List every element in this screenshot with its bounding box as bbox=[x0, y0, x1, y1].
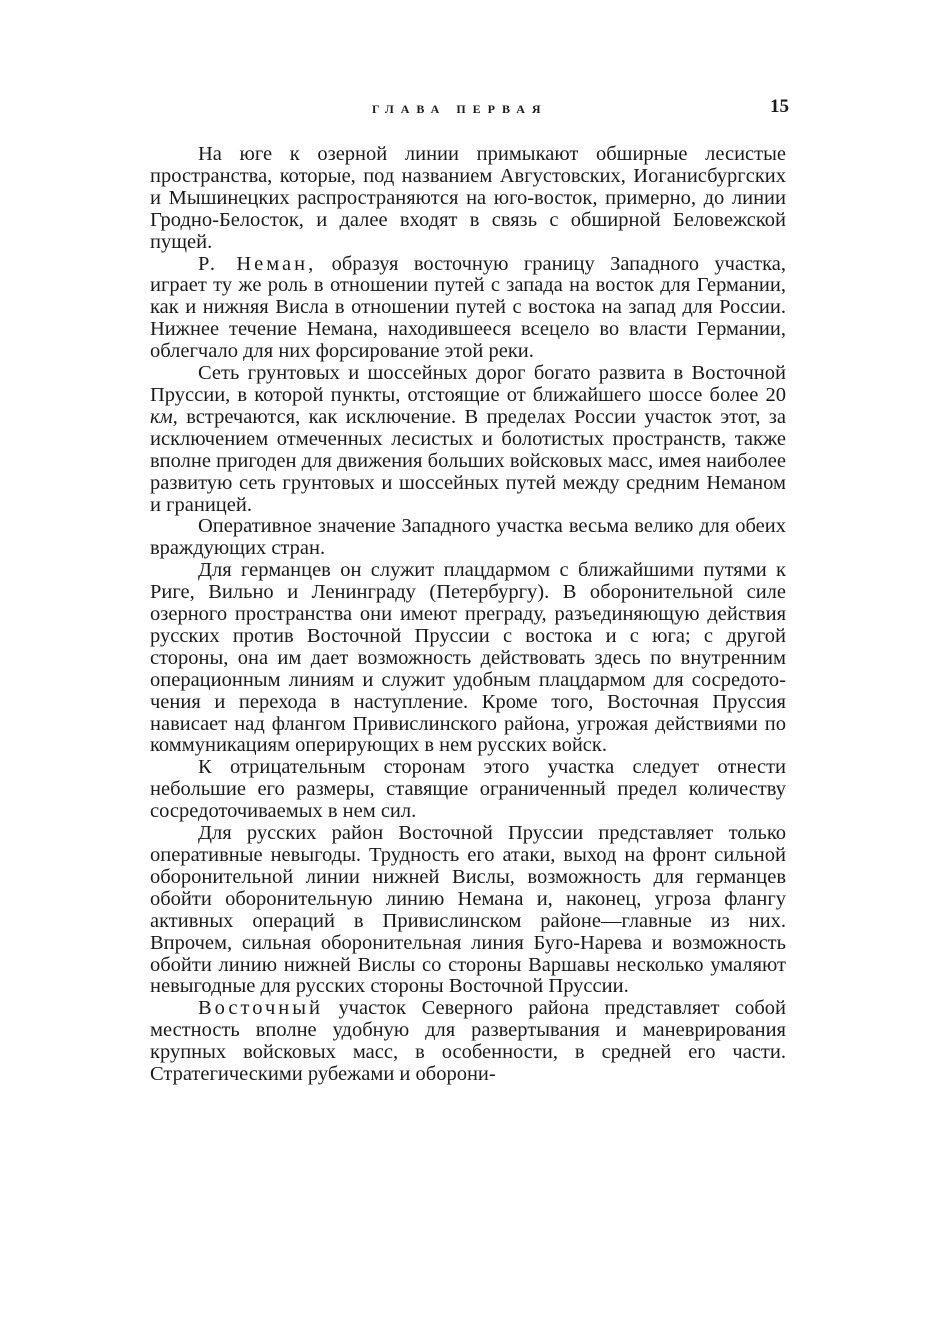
paragraph-3-text-after: встречаются, как исключение. В пределах России участок этот, за исключением отмеченных лесистых и болотистых пространств, также вполне пригоден для движения больших войсковых масс, имея наиболее развитую сеть грунтовых и шоссейных путей между средним Неманом и границей. bbox=[150, 405, 786, 516]
paragraph-7 bbox=[150, 823, 786, 998]
paragraph-4-text: Оперативное значение Западного участка весьма велико для обеих враждующих стран. bbox=[150, 515, 786, 560]
paragraph-8-lead: Восточный bbox=[198, 997, 323, 1020]
running-head: ГЛАВА ПЕРВАЯ bbox=[372, 102, 548, 116]
paragraph-2-text: образуя восточную границу Западного участка, играет ту же роль в отношении путей с запада на восток для Германии, как и нижняя Висла в отношении путей с востока на запад для России. Нижнее течение Немана, находившееся всецело во власти Германии, облегчало для них форсирование этой реки. bbox=[150, 252, 786, 363]
paragraph-3 bbox=[150, 363, 786, 516]
paragraph-1 bbox=[150, 144, 786, 254]
paragraph-8 bbox=[150, 998, 786, 1086]
paragraph-1-text: На юге к озерной линии примыкают обширные лесистые пространства, которые, под названием Августовских, Иоганисбургских и Мышинецких распространяются на юго-восток, примерно, до линии Гродно-Белосток, и далее входят в связь с обширной Беловежской пущей. bbox=[150, 143, 786, 253]
paragraph-5 bbox=[150, 560, 786, 757]
paragraph-4 bbox=[150, 516, 786, 560]
body-text bbox=[150, 144, 786, 1086]
paragraph-8-text: участок Северного района представляет собой местность вполне удобную для развертывания и маневрирования крупных войсковых масс, в особенности, в средней его части. Стратегическими рубежами и оборони- bbox=[150, 997, 786, 1086]
page-header bbox=[0, 96, 936, 126]
paragraph-7-text: Для русских район Восточной Пруссии представляет только оперативные невыгоды. Трудность его атаки, выход на фронт сильной оборонительной линии нижней Вислы, возможность для германцев обойти оборонительную линию Немана и, наконец, угроза флангу активных операций в Привислинском районе—главные из них. Впрочем, сильная оборонительная линия Буго-Нарева и возможность обойти линию нижней Вислы со стороны Варшавы несколько умаляют невыгодные для русских стороны Восточной Пруссии. bbox=[150, 822, 786, 998]
paragraph-3-unit: км, bbox=[150, 405, 178, 428]
paragraph-2 bbox=[150, 254, 786, 364]
paragraph-6 bbox=[150, 757, 786, 823]
page-number: 15 bbox=[770, 96, 789, 117]
paragraph-3-text-before: Сеть грунтовых и шоссейных дорог богато развита в Восточной Пруссии, в которой пункты, отстоящие от ближайшего шоссе более 20 bbox=[150, 362, 786, 406]
paragraph-5-text: Для германцев он служит плацдармом с ближайшими путями к Риге, Вильно и Ленинграду (Петербургу). В оборонительной силе озерного пространства они имеют преграду, разъединяющую действия русских против Восточной Пруссии с востока и с юга; с другой стороны, она им дает возможность действовать здесь по внутренним операционным линиям и служит удобным плацдармом для сосредоточения и перехода в наступление. Кроме того, Восточная Пруссия нависает над флангом Привислинского района, угрожая действиями по коммуникациям оперирующих в нем русских войск. bbox=[150, 559, 786, 757]
paragraph-2-lead: Р. Неман, bbox=[198, 252, 317, 275]
paragraph-6-text: К отрицательным сторонам этого участка следует отнести небольшие его размеры, ставящие ограниченный предел количеству сосредоточиваемых в нем сил. bbox=[150, 756, 786, 823]
